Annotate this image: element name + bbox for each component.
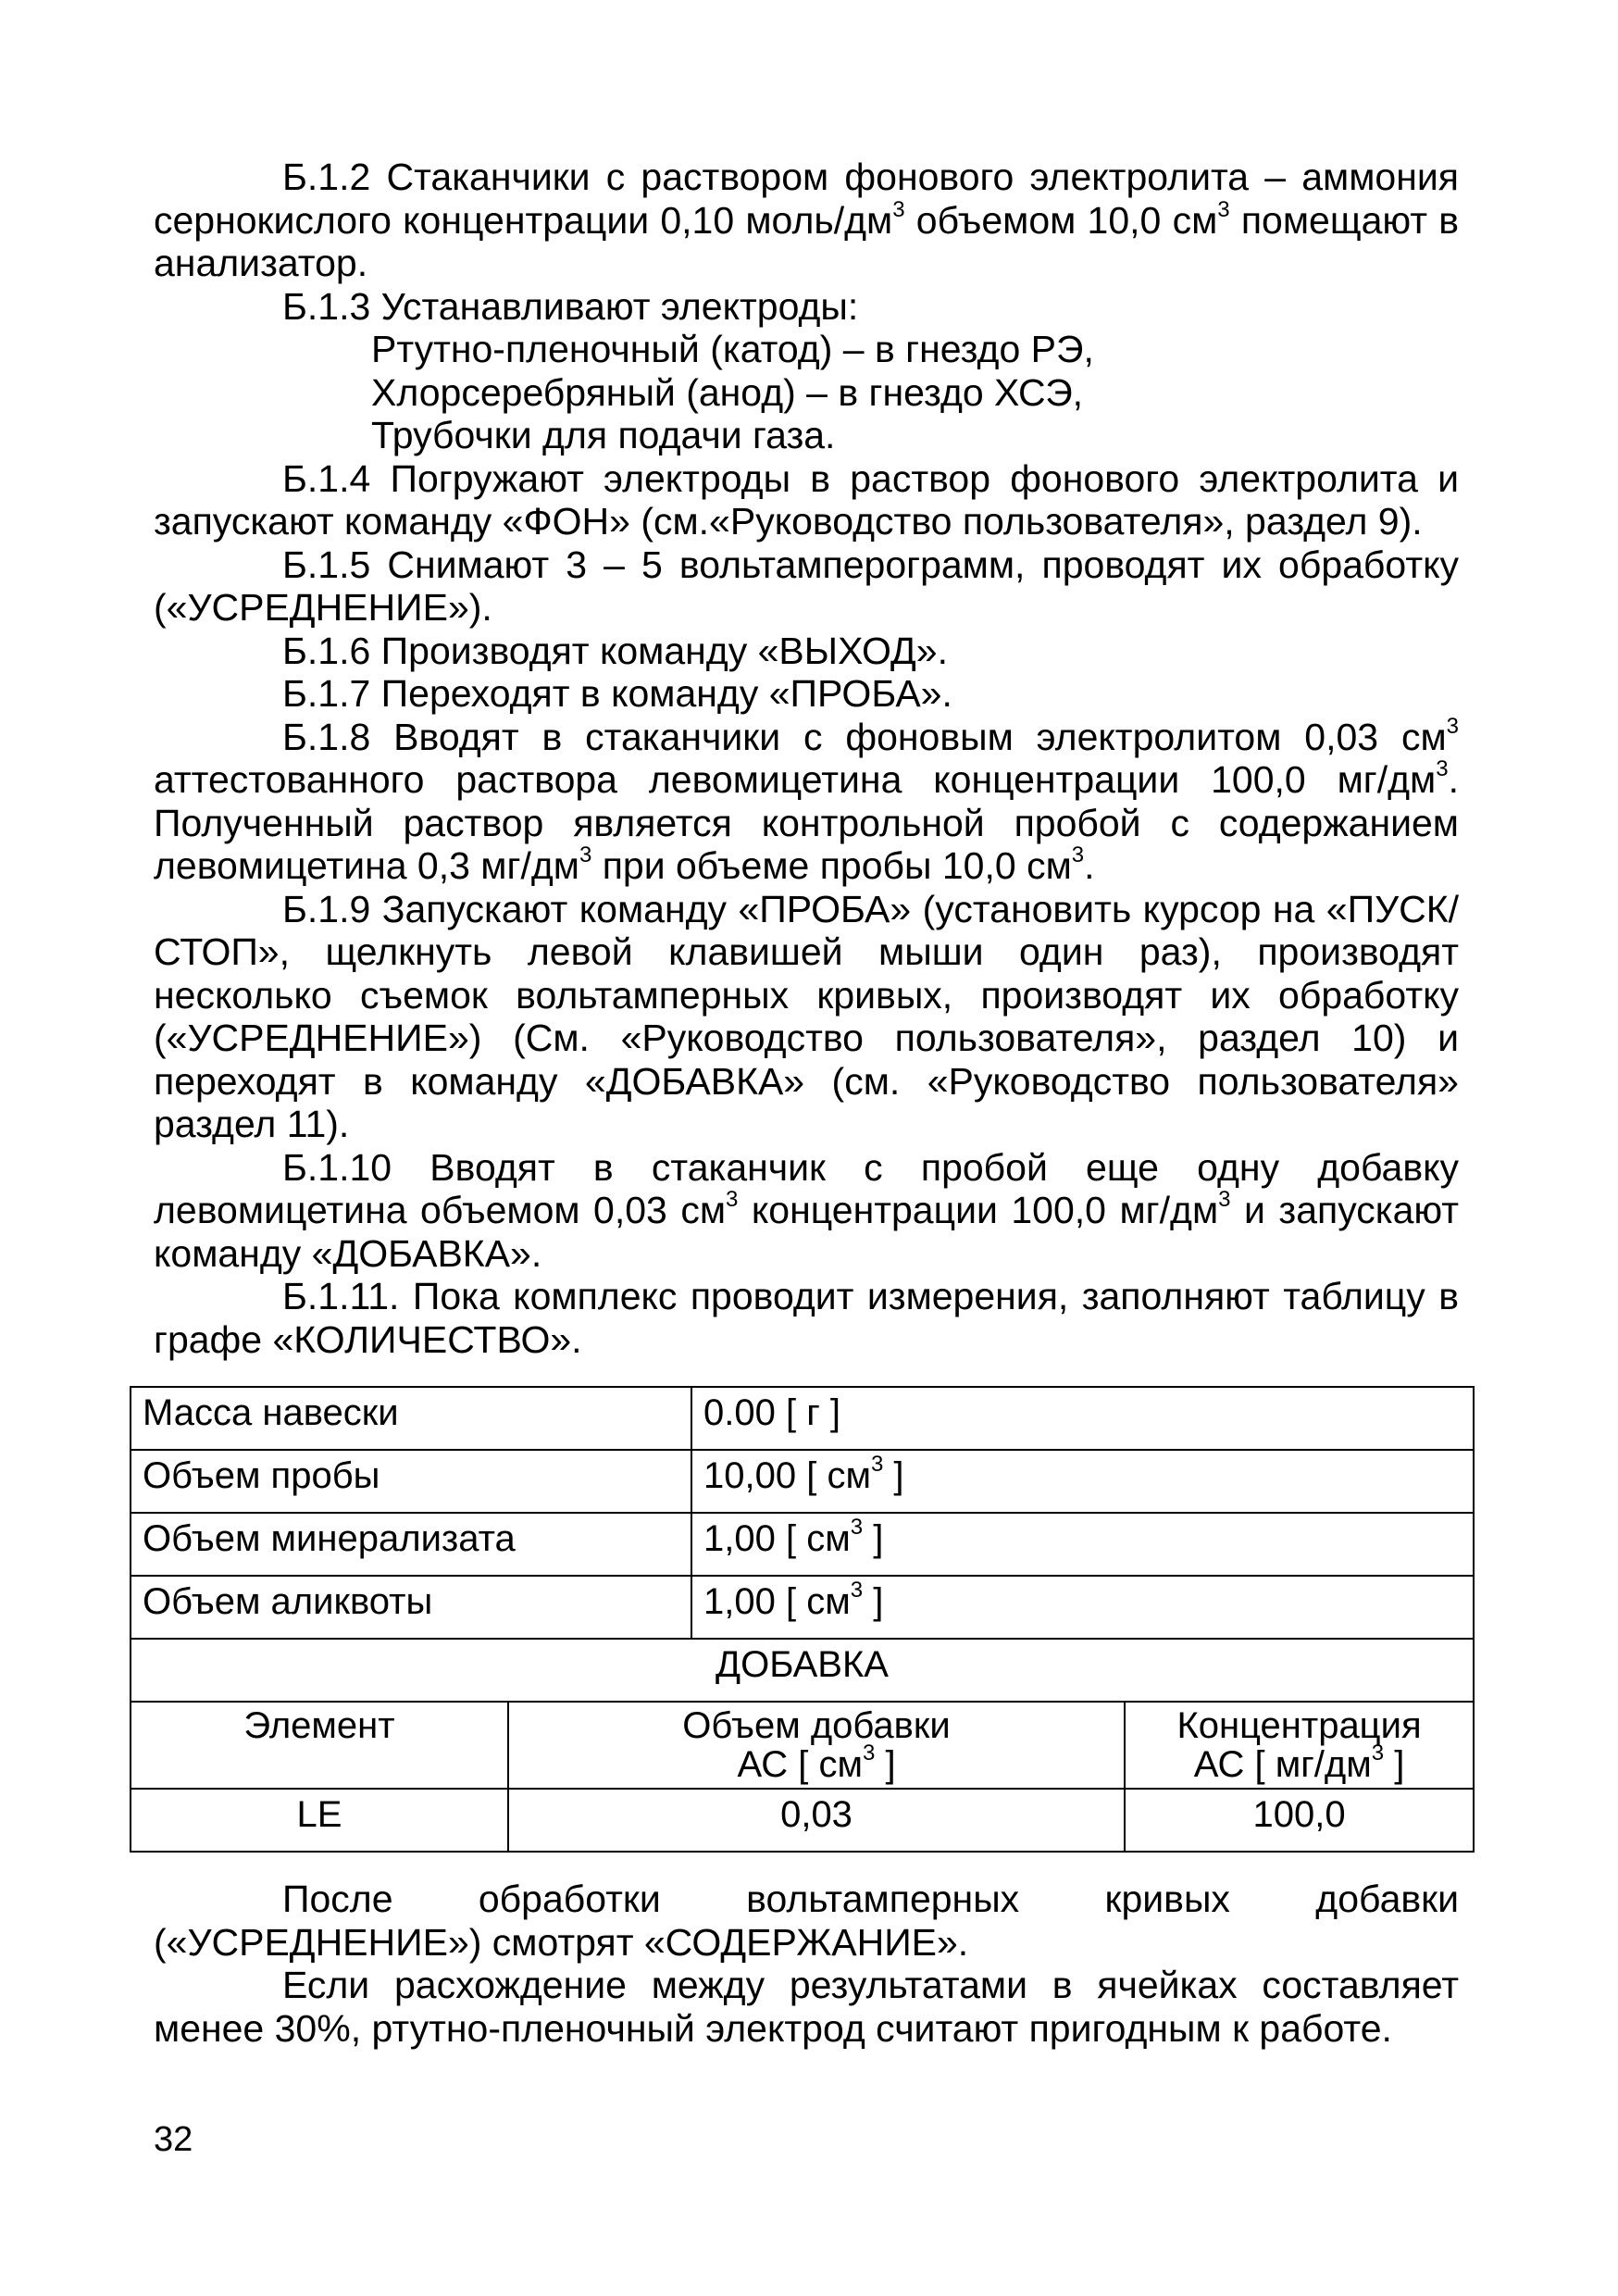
- electrode-item: Ртутно-пленочный (катод) – в гнездо РЭ,: [371, 328, 1094, 370]
- paragraph-b111: Б.1.11. Пока комплекс проводит измерения, заполняют таблицу в графе «КОЛИЧЕСТВО».: [154, 1275, 1459, 1361]
- superscript: 3: [850, 1578, 864, 1603]
- electrode-item: Хлорсеребряный (анод) – в гнездо ХСЭ,: [371, 370, 1084, 414]
- b12-text: Б.1.2 Стаканчики с раствором фонового электролита – аммония сернокислого концентрации 0,10 моль/дм: [154, 156, 1459, 242]
- conclusion-text: [154, 1878, 1459, 2050]
- param-label: Объем аликвоты: [131, 1576, 691, 1639]
- header-text: АС [ мг/дм: [1193, 1744, 1372, 1785]
- param-value: [691, 1576, 1474, 1639]
- param-value: 0.00 [ г ]: [691, 1387, 1474, 1450]
- b110-text: Б.1.10 Вводят в стаканчик с пробой еще одну добавку левомицетина объемом 0,03 см: [154, 1145, 1459, 1231]
- paragraph-b110: [154, 1146, 1459, 1276]
- header-text: ]: [875, 1744, 896, 1785]
- header-text: Концентрация: [1176, 1705, 1422, 1746]
- value-text: 1,00 [ см: [703, 1581, 851, 1622]
- b110-text: и запускают команду «ДОБАВКА».: [154, 1189, 1460, 1275]
- b18-text: аттестованного раствора левомицетина концентрации 100,0 мг/дм: [154, 758, 1437, 801]
- value-text: 1,00 [ см: [703, 1518, 851, 1559]
- electrode-item: Трубочки для подачи газа.: [371, 414, 836, 456]
- cell-element: LE: [131, 1789, 508, 1852]
- superscript: 3: [579, 842, 592, 867]
- header-element: Элемент: [131, 1702, 508, 1789]
- superscript: 3: [892, 196, 905, 222]
- superscript: 3: [1446, 713, 1459, 739]
- b12-text: объемом 10,0 см: [904, 198, 1218, 242]
- superscript: 3: [850, 1515, 864, 1540]
- param-value: [691, 1450, 1474, 1513]
- table-row: [131, 1576, 1474, 1639]
- cell-concentration: 100,0: [1125, 1789, 1474, 1852]
- param-label: Объем минерализата: [131, 1513, 691, 1576]
- param-label: Масса навески: [131, 1387, 691, 1450]
- page-number: 32: [154, 2120, 193, 2159]
- paragraph-after-1: После обработки вольтамперных кривых добавки («УСРЕДНЕНИЕ») смотрят «СОДЕРЖАНИЕ».: [154, 1878, 1459, 1964]
- b110-text: концентрации 100,0 мг/дм: [738, 1189, 1219, 1231]
- superscript: 3: [1071, 842, 1085, 867]
- value-text: ]: [883, 1455, 904, 1496]
- header-volume: [508, 1702, 1125, 1789]
- b18-text: при объеме пробы 10,0 см: [591, 844, 1072, 887]
- superscript: 3: [1217, 196, 1230, 222]
- electrode-list: [154, 328, 1459, 457]
- instructions-text: [154, 156, 1459, 1361]
- parameters-table: [130, 1386, 1475, 1853]
- table-row: [131, 1639, 1474, 1702]
- value-text: ]: [863, 1518, 884, 1559]
- b12-text: помещают в анализатор.: [154, 198, 1459, 284]
- paragraph-b16: Б.1.6 Производят команду «ВЫХОД».: [282, 629, 949, 672]
- cell-volume: 0,03: [508, 1789, 1125, 1852]
- superscript: 3: [1436, 756, 1449, 781]
- superscript: 3: [870, 1452, 884, 1477]
- table-row: [131, 1450, 1474, 1513]
- b18-text: Б.1.8 Вводят в стаканчики с фоновым электролитом 0,03 см: [282, 715, 1447, 758]
- param-label: Объем пробы: [131, 1450, 691, 1513]
- superscript: 3: [1218, 1187, 1231, 1212]
- table-header-row: [131, 1702, 1474, 1789]
- superscript: 3: [862, 1741, 876, 1766]
- header-concentration: [1125, 1702, 1474, 1789]
- value-text: ]: [863, 1581, 884, 1622]
- table-row: [131, 1513, 1474, 1576]
- header-text: АС [ см: [737, 1744, 863, 1785]
- superscript: 3: [726, 1187, 739, 1212]
- paragraph-b12: [154, 156, 1459, 285]
- paragraph-b15: Б.1.5 Снимают 3 – 5 вольтамперограмм, проводят их обработку («УСРЕДНЕНИЕ»).: [154, 543, 1459, 629]
- paragraph-b18: [154, 713, 1459, 888]
- paragraph-b14: Б.1.4 Погружают электроды в раствор фонового электролита и запускают команду «ФОН» (см.«Руководство пользователя», раздел 9).: [154, 456, 1459, 543]
- superscript: 3: [1371, 1741, 1385, 1766]
- header-text: ]: [1384, 1744, 1405, 1785]
- additive-title: ДОБАВКА: [131, 1639, 1474, 1702]
- header-text: Объем добавки: [682, 1705, 951, 1746]
- b18-text: . Полученный раствор является контрольной пробой с содержанием левомицетина 0,3 мг/дм: [154, 758, 1459, 887]
- value-text: 10,00 [ см: [703, 1455, 871, 1496]
- param-value: [691, 1513, 1474, 1576]
- paragraph-b17: Б.1.7 Переходят в команду «ПРОБА».: [282, 672, 952, 715]
- table-row: [131, 1789, 1474, 1852]
- paragraph-b19: Б.1.9 Запускают команду «ПРОБА» (установить курсор на «ПУСК/СТОП», щелкнуть левой клавишей мыши один раз), производят несколько съемок вольтамперных кривых, производят их обработку («УСРЕДНЕНИЕ») (См. «Руководство пользователя», раздел 10) и переходят в команду «ДОБАВКА» (см. «Руководство пользователя» раздел 11).: [154, 887, 1459, 1145]
- paragraph-b13: Б.1.3 Устанавливают электроды:: [282, 284, 859, 328]
- paragraph-after-2: Если расхождение между результатами в ячейках составляет менее 30%, ртутно-пленочный электрод считают пригодным к работе.: [154, 1964, 1459, 2050]
- table-row: [131, 1387, 1474, 1450]
- b18-text: .: [1084, 844, 1095, 887]
